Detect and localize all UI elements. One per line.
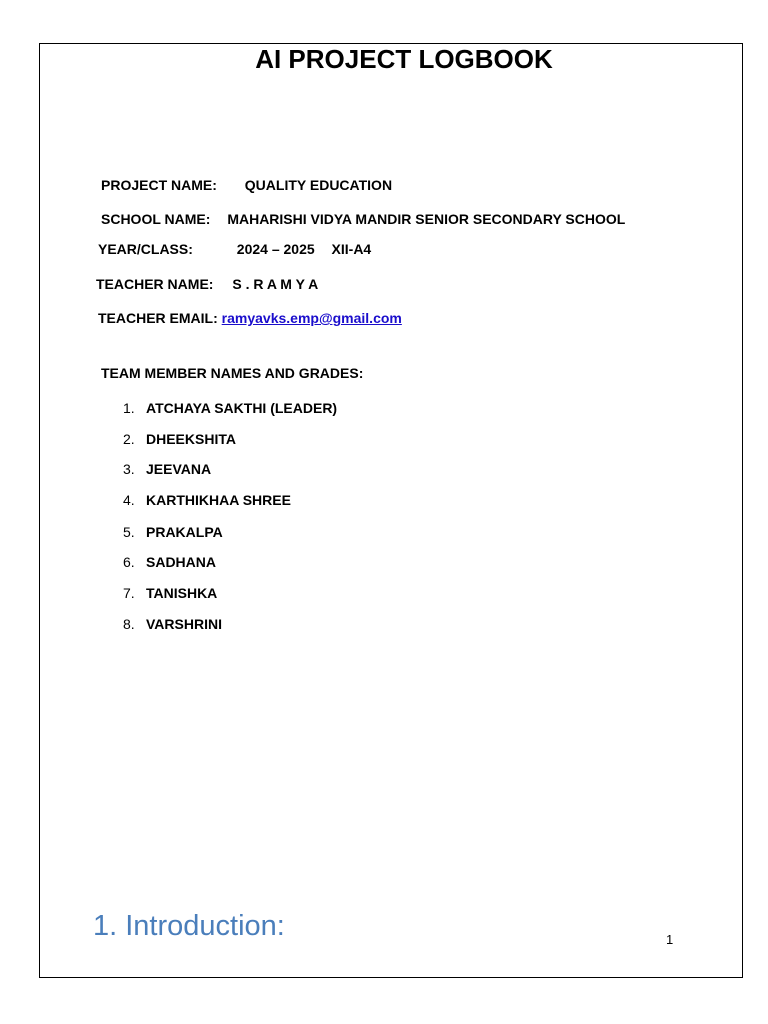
list-item-name: VARSHRINI <box>146 616 222 632</box>
project-name-row <box>101 177 392 193</box>
teacher-name-label: TEACHER NAME: <box>96 276 214 292</box>
list-item-number: 8. <box>123 616 135 632</box>
list-item-name: SADHANA <box>146 554 216 570</box>
teacher-name-row <box>96 276 318 292</box>
year-class-row <box>98 241 371 257</box>
list-item-name: KARTHIKHAA SHREE <box>146 492 291 508</box>
list-item-number: 7. <box>123 585 135 601</box>
list-item-number: 5. <box>123 524 135 540</box>
school-name-value: MAHARISHI VIDYA MANDIR SENIOR SECONDARY SCHOOL <box>227 211 626 227</box>
list-item-name: PRAKALPA <box>146 524 223 540</box>
school-name-row <box>101 211 625 227</box>
project-name-label: PROJECT NAME: <box>101 177 217 193</box>
teacher-email-label: TEACHER EMAIL: <box>98 310 218 326</box>
list-item-name: ATCHAYA SAKTHI (LEADER) <box>146 400 338 416</box>
school-name-label: SCHOOL NAME: <box>101 211 211 227</box>
teacher-email-row <box>98 310 402 326</box>
project-name-value: QUALITY EDUCATION <box>244 177 393 193</box>
year-value: 2024 – 2025 <box>236 241 315 257</box>
list-item-name: TANISHKA <box>146 585 218 601</box>
list-item-number: 1. <box>123 400 135 416</box>
list-item-number: 3. <box>123 461 135 477</box>
class-value: XII-A4 <box>331 241 372 257</box>
list-item-number: 2. <box>123 431 135 447</box>
teacher-email-link[interactable]: ramyavks.emp@gmail.com <box>221 310 402 326</box>
list-item-name: DHEEKSHITA <box>146 431 236 447</box>
page-number: 1 <box>666 932 674 947</box>
list-item-name: JEEVANA <box>146 461 212 477</box>
introduction-heading: 1. Introduction: <box>93 910 285 942</box>
teacher-name-value: S . R A M Y A <box>232 276 319 292</box>
team-heading: TEAM MEMBER NAMES AND GRADES: <box>101 365 364 381</box>
list-item-number: 6. <box>123 554 135 570</box>
list-item-number: 4. <box>123 492 135 508</box>
year-class-label: YEAR/CLASS: <box>98 241 193 257</box>
document-title: AI PROJECT LOGBOOK <box>255 44 553 74</box>
